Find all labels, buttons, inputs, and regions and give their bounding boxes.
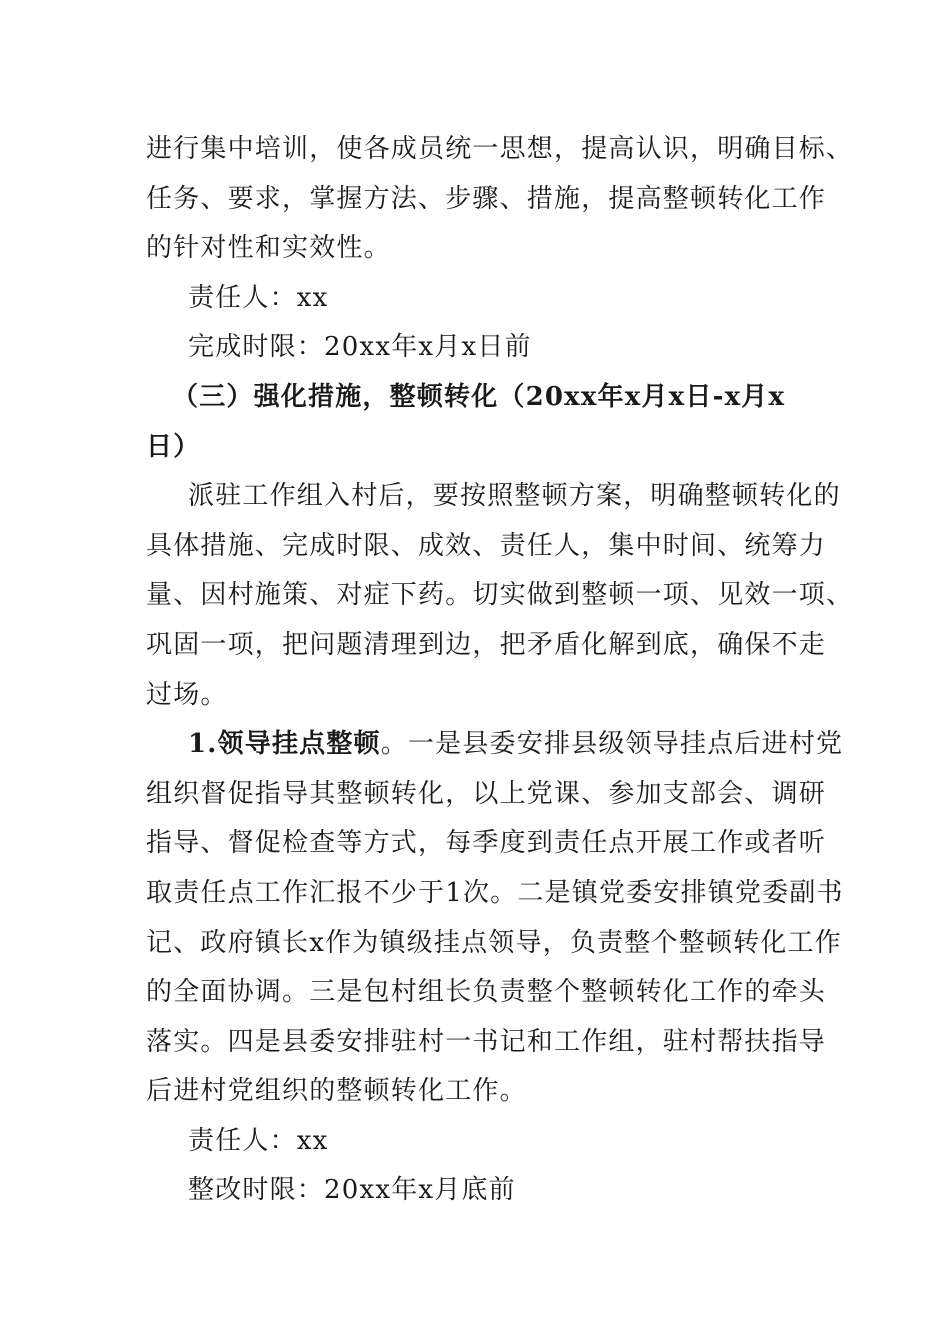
text-line: 过场。 xyxy=(146,679,228,710)
text-line: 组织督促指导其整顿转化，以上党课、参加支部会、调研 xyxy=(146,778,827,809)
heading-line: 日） xyxy=(146,431,201,462)
responsible-person-1-text: 责任人：xx xyxy=(188,282,329,313)
paragraph-leadership xyxy=(146,720,844,1117)
heading-line: （三）强化措施，整顿转化（20xx年x月x日-x月x xyxy=(172,381,786,412)
item-1-title: 1.领导挂点整顿 xyxy=(188,729,381,760)
text-line: 落实。四是县委安排驻村一书记和工作组，驻村帮扶指导 xyxy=(146,1026,827,1057)
deadline-1-text: 完成时限：20xx年x月x日前 xyxy=(188,332,532,363)
text-line: 进行集中培训，使各成员统一思想，提高认识，明确目标、 xyxy=(146,134,854,164)
deadline-2 xyxy=(146,1166,808,1216)
paragraph-training xyxy=(146,125,854,274)
responsible-person-2 xyxy=(146,1117,808,1167)
text-line: 具体措施、完成时限、成效、责任人，集中时间、统筹力 xyxy=(146,530,827,561)
text-line: 记、政府镇长x作为镇级挂点领导，负责整个整顿转化工作 xyxy=(146,927,842,958)
section-heading-3 xyxy=(146,373,808,472)
text-line: 指导、督促检查等方式，每季度到责任点开展工作或者听 xyxy=(146,828,827,859)
text-line: 量、因村施策、对症下药。切实做到整顿一项、见效一项、 xyxy=(146,580,854,611)
text-line: 巩固一项，把问题清理到边，把矛盾化解到底，确保不走 xyxy=(146,629,827,660)
text-line xyxy=(146,720,844,770)
deadline-2-text: 整改时限：20xx年x月底前 xyxy=(188,1175,516,1206)
responsible-person-2-text: 责任人：xx xyxy=(188,1125,329,1156)
deadline-1 xyxy=(146,323,808,373)
text-line: 任务、要求，掌握方法、步骤、措施，提高整顿转化工作 xyxy=(146,183,827,214)
text-line: 取责任点工作汇报不少于1次。二是镇党委安排镇党委副书 xyxy=(146,877,844,908)
document-body xyxy=(146,125,854,1216)
text-line: 派驻工作组入村后，要按照整顿方案，明确整顿转化的 xyxy=(188,481,841,512)
item-1-first-line: 。一是县委安排县级领导挂点后进村党 xyxy=(380,729,844,760)
text-line: 的针对性和实效性。 xyxy=(146,233,391,264)
text-line: 的全面协调。三是包村组长负责整个整顿转化工作的牵头 xyxy=(146,977,827,1008)
text-line: 后进村党组织的整顿转化工作。 xyxy=(146,1076,527,1107)
responsible-person-1 xyxy=(146,274,808,324)
paragraph-work-team xyxy=(146,472,854,720)
